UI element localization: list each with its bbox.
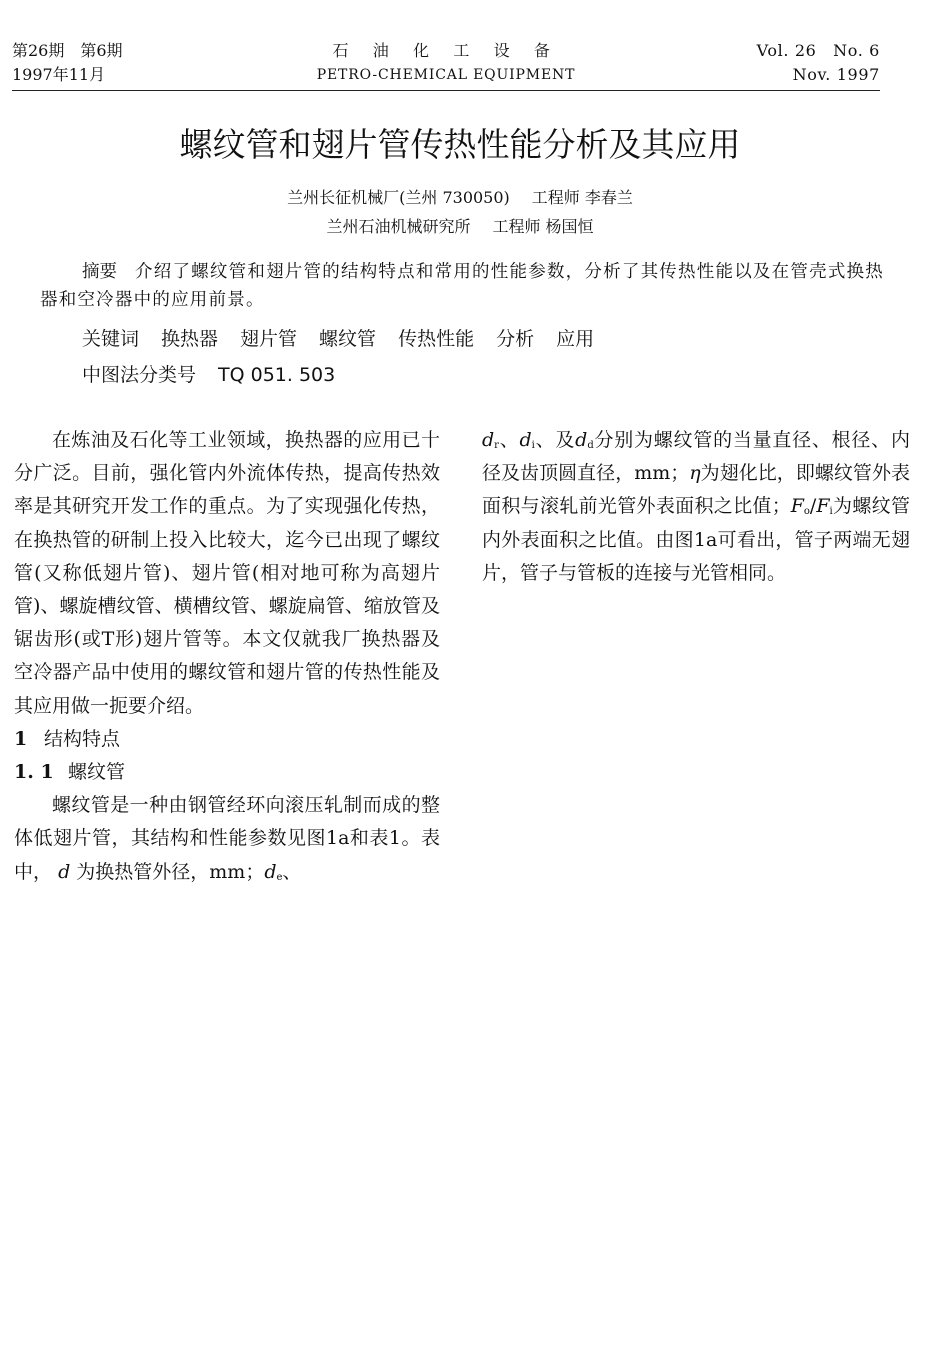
keywords-label: 关键词 <box>82 328 140 350</box>
abstract-label: 摘要 <box>82 262 117 282</box>
author-name: 工程师 杨国恒 <box>492 217 594 236</box>
classification-code: TQ 051. 503 <box>218 364 336 386</box>
keyword: 应用 <box>556 328 595 350</box>
section-title: 结构特点 <box>44 727 121 750</box>
volume-number: Vol. 26 No. 6 <box>756 41 880 60</box>
subsection-number: 1. 1 <box>14 761 54 784</box>
keywords <box>82 325 882 353</box>
keyword: 换热器 <box>161 328 219 350</box>
body-paragraph: 螺纹管是一种由钢管经环向滚压轧制而成的整体低翅片管，其结构和性能参数见图1a和表1。表中， d 为换热管外径，mm；$d_e$、 <box>14 794 440 883</box>
keyword: 翅片管 <box>240 328 298 350</box>
classification <box>82 361 882 389</box>
section-number: 1 <box>14 727 28 750</box>
symbol-d: d <box>58 860 71 883</box>
symbol-di: d <box>519 429 532 451</box>
subsection-title: 螺纹管 <box>68 761 126 784</box>
symbol-fi: F <box>816 495 830 518</box>
author-affiliation: 兰州长征机械厂(兰州 730050) <box>287 188 510 207</box>
abstract <box>40 258 890 314</box>
symbol-de: d <box>264 860 277 883</box>
journal-name-cn: 石 油 化 工 设 备 <box>332 41 560 60</box>
symbol-dr: d <box>482 429 495 451</box>
journal-name-en: PETRO-CHEMICAL EQUIPMENT <box>316 67 576 83</box>
symbol-dd: d <box>575 429 588 451</box>
body-paragraph-continued: $d_r$、$d_i$、及$d_d$分别为螺纹管的当量直径、根径、内径及齿顶圆直径，mm；η为翅化比，即螺纹管外表面积与滚轧前光管外表面积之比值；$F_o/F_i$为螺纹管内外表面积之比值。由图1a可看出，管子两端无翅片，管子与管板的连接与光管相同。 <box>482 429 910 584</box>
section-heading <box>14 723 440 756</box>
author-affiliation: 兰州石油机械研究所 <box>326 217 471 236</box>
body-column-right <box>482 424 910 590</box>
issue-date-cn: 1997年11月 <box>12 65 106 84</box>
article-title: 螺纹管和翅片管传热性能分析及其应用 <box>179 125 741 164</box>
issue-number: 第26期 第6期 <box>12 41 123 60</box>
keyword: 分析 <box>496 328 535 350</box>
abstract-text: 介绍了螺纹管和翅片管的结构特点和常用的性能参数，分析了其传热性能以及在管壳式换热器和空冷器中的应用前景。 <box>40 262 884 310</box>
keyword: 螺纹管 <box>319 328 377 350</box>
body-column-left <box>14 424 440 889</box>
symbol-eta: η <box>689 462 701 485</box>
author-name: 工程师 李春兰 <box>531 188 633 207</box>
author-line-1 <box>0 186 920 210</box>
keyword: 传热性能 <box>398 328 475 350</box>
intro-paragraph: 在炼油及石化等工业领域，换热器的应用已十分广泛。目前，强化管内外流体传热，提高传热效率是其研究开发工作的重点。为了实现强化传热，在换热管的研制上投入比较大，迄今已出现了螺纹管(又称低翅片管)、翅片管(相对地可称为高翅片管)、螺旋槽纹管、横槽纹管、螺旋扁管、缩放管及锯齿形(或T形)翅片管等。本文仅就我厂换热器及空冷器产品中使用的螺纹管和翅片管的传热性能及其应用做一扼要介绍。 <box>14 429 440 717</box>
issue-date-en: Nov. 1997 <box>792 65 880 84</box>
running-header <box>12 38 880 91</box>
classification-label: 中图法分类号 <box>82 364 197 386</box>
author-line-2 <box>0 215 920 239</box>
subsection-heading <box>14 756 440 789</box>
symbol-fo: F <box>790 495 804 518</box>
